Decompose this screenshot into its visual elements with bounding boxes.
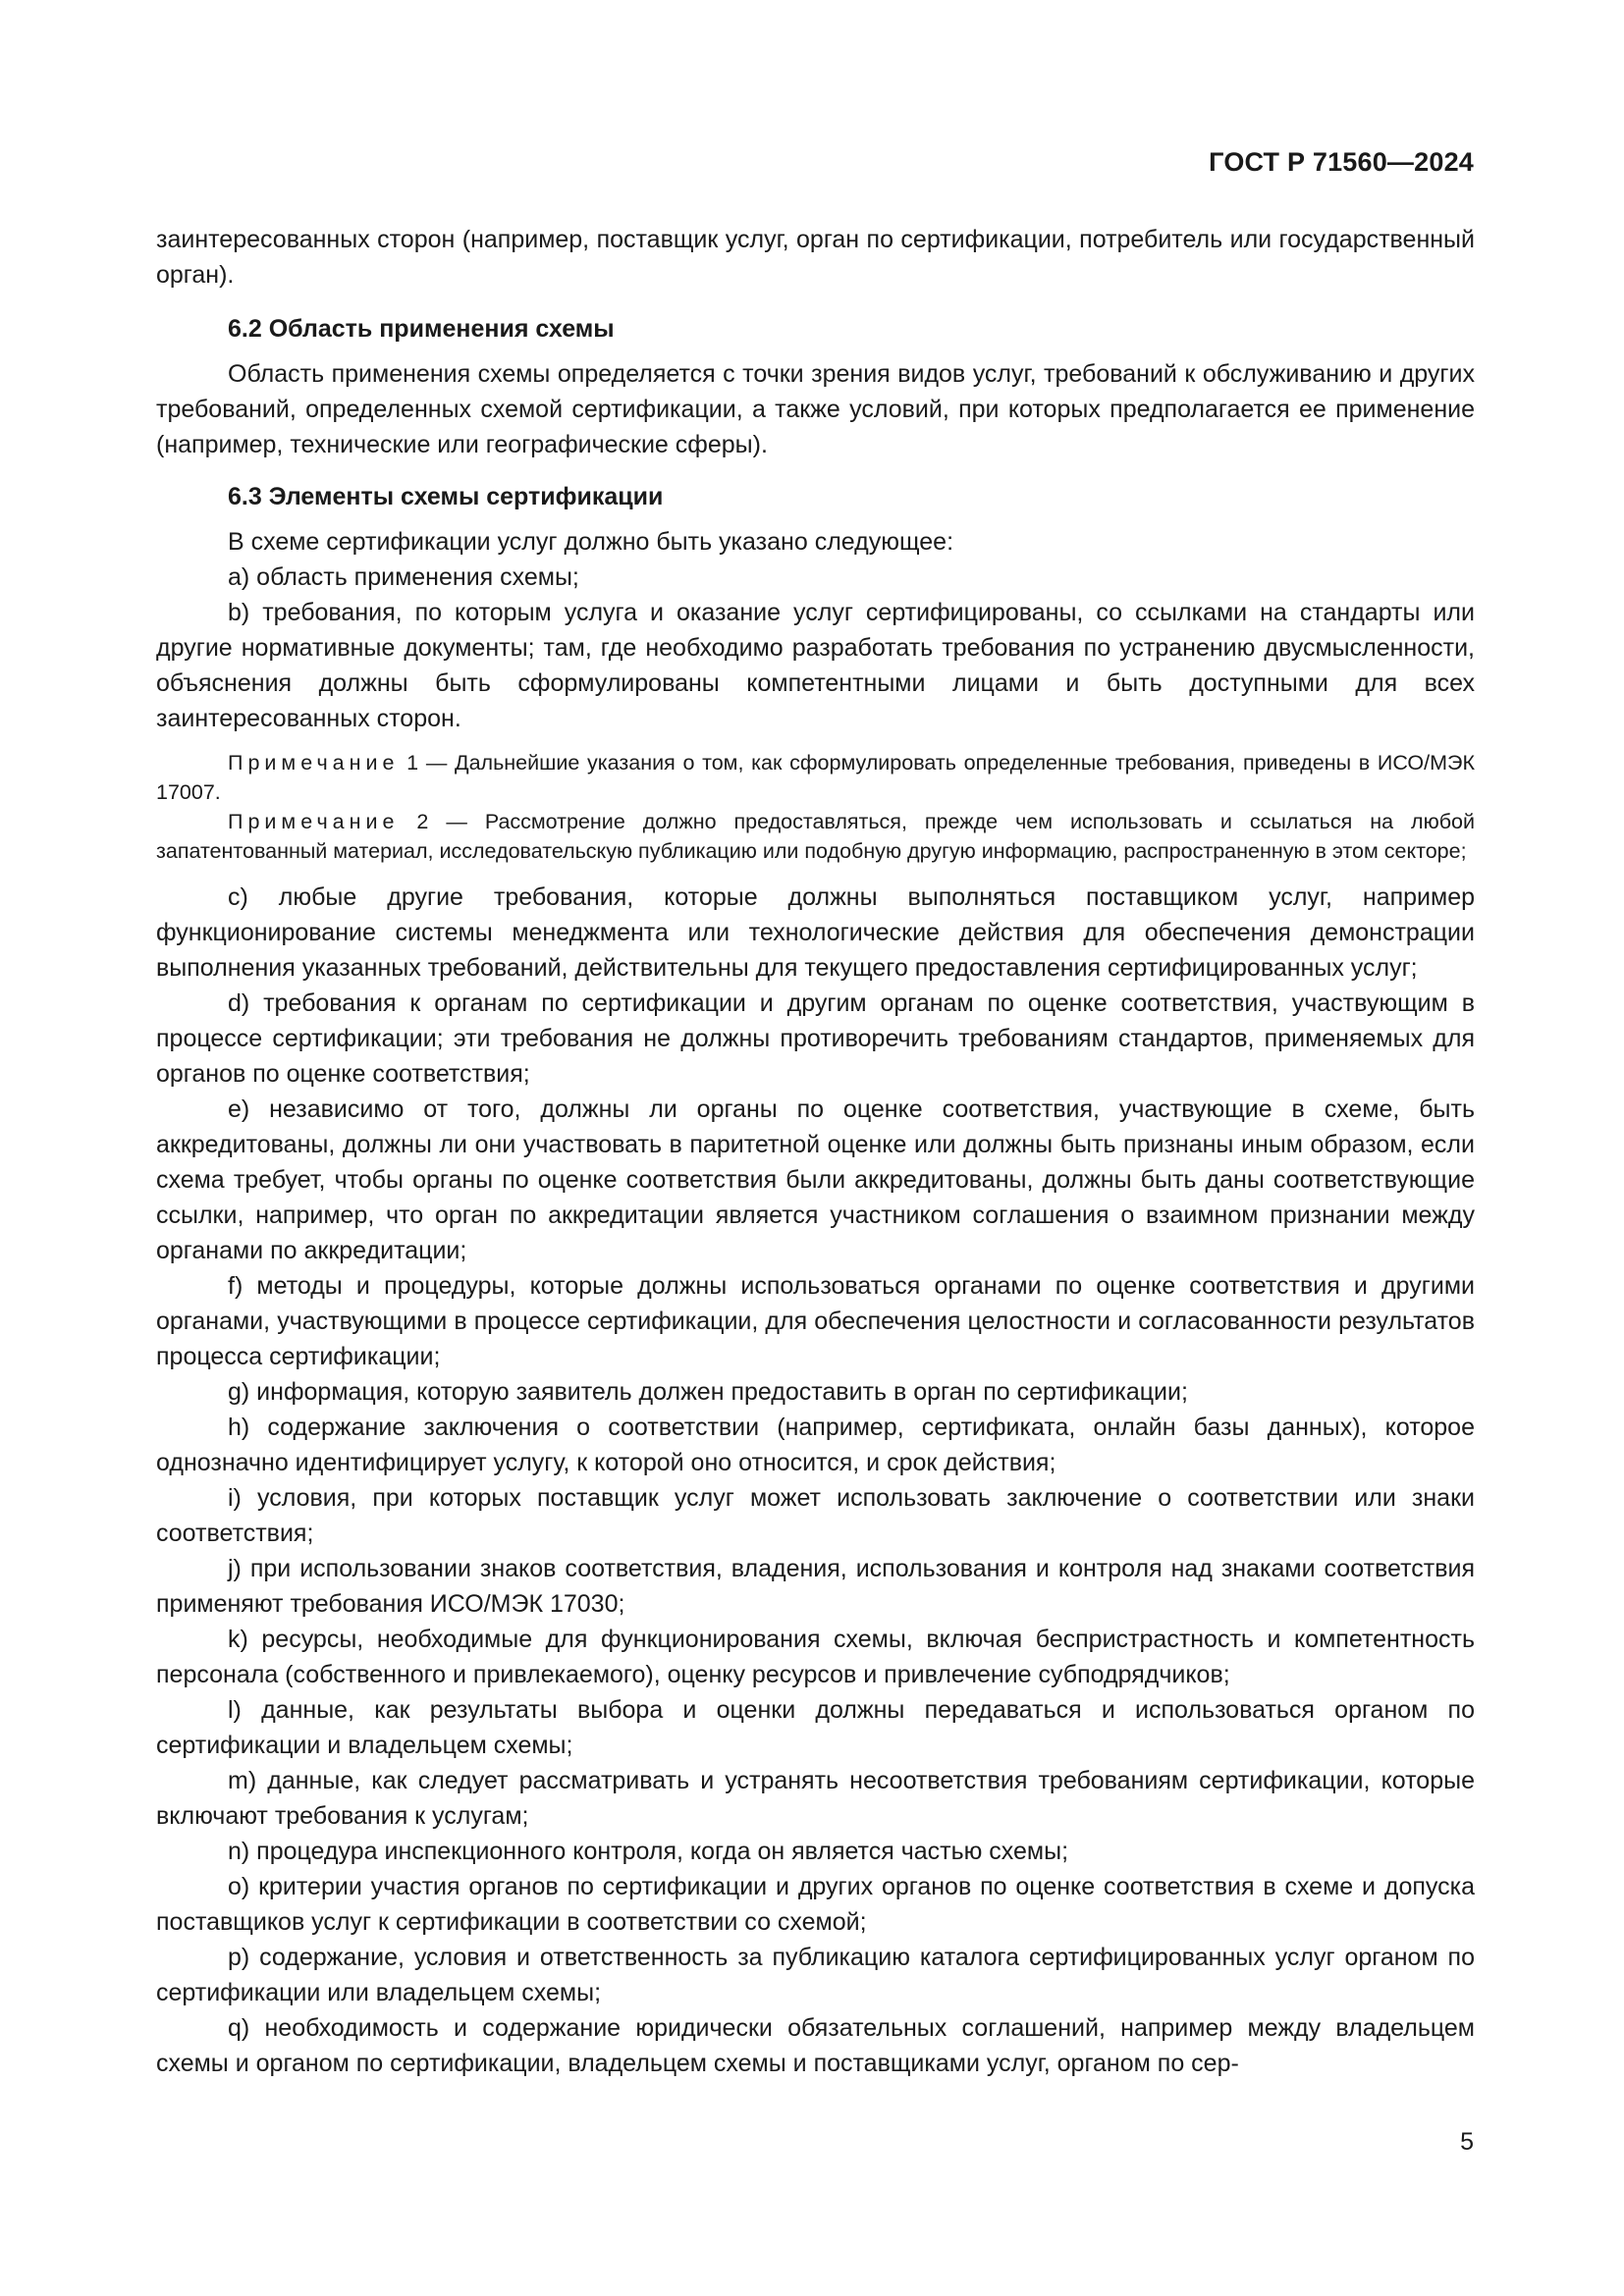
section-6-2-title: 6.2 Область применения схемы	[228, 315, 615, 343]
section-6-3-lead: В схеме сертификации услуг должно быть указано следующее:	[228, 528, 954, 556]
list-item-g: g) информация, которую заявитель должен предоставить в орган по сертификации;	[228, 1378, 1188, 1406]
list-item-f: f) методы и процедуры, которые должны использоваться органами по оценке соответствия и другими органами, участвующими в процессе сертификации, для обеспечения целостности и согласованности результатов процесса сертификации;	[156, 1272, 1475, 1370]
list-item-n: n) процедура инспекционного контроля, когда он является частью схемы;	[228, 1838, 1069, 1865]
list-item-q: q) необходимость и содержание юридически обязательных соглашений, например между владельцем схемы и органом по сертификации, владельцем схемы и поставщиками услуг, органом по сер-	[156, 2014, 1475, 2077]
note-2	[156, 807, 1475, 866]
list-item-m: m) данные, как следует рассматривать и устранять несоответствия требованиям сертификации, которые включают требования к услугам;	[156, 1767, 1475, 1830]
list-item-p: p) содержание, условия и ответственность за публикацию каталога сертифицированных услуг органом по сертификации или владельцем схемы;	[156, 1944, 1475, 2006]
note-1	[156, 748, 1475, 807]
list-item-j: j) при использовании знаков соответствия, владения, использования и контроля над знаками соответствия применяют требования ИСО/МЭК 17030;	[156, 1555, 1475, 1618]
list-item-b: b) требования, по которым услуга и оказание услуг сертифицированы, со ссылками на стандарты или другие нормативные документы; там, где необходимо разработать требования по устранению двусмысленности, объяснения должны быть сформулированы компетентными лицами и быть доступными для всех заинтересованных сторон.	[156, 599, 1475, 732]
section-6-3-title: 6.3 Элементы схемы сертификации	[228, 483, 664, 510]
list-item-d: d) требования к органам по сертификации и другим органам по оценке соответствия, участвующим в процессе сертификации; эти требования не должны противоречить требованиям стандартов, применяемых для органов по оценке соответствия;	[156, 989, 1475, 1088]
list-item-i: i) условия, при которых поставщик услуг может использовать заключение о соответствии или знаки соответствия;	[156, 1484, 1475, 1547]
note-label: Примечание	[228, 810, 400, 833]
list-item-o: o) критерии участия органов по сертификации и других органов по оценке соответствия в схеме и допуска поставщиков услуг к сертификации в соответствии со схемой;	[156, 1873, 1475, 1936]
list-item-k: k) ресурсы, необходимые для функционирования схемы, включая беспристрастность и компетентность персонала (собственного и привлекаемого), оценку ресурсов и привлечение субподрядчиков;	[156, 1626, 1475, 1688]
document-code: ГОСТ Р 71560—2024	[1209, 147, 1474, 177]
list-item-h: h) содержание заключения о соответствии (например, сертификата, онлайн базы данных), которое однозначно идентифицирует услугу, к которой оно относится, и срок действия;	[156, 1414, 1475, 1476]
list-item-e: e) независимо от того, должны ли органы по оценке соответствия, участвующие в схеме, быть аккредитованы, должны ли они участвовать в паритетной оценке или должны быть признаны иным образом, если схема требует, чтобы органы по оценке соответствия были аккредитованы, должны быть даны соответствующие ссылки, например, что орган по аккредитации является участником соглашения о взаимном признании между органами по аккредитации;	[156, 1095, 1475, 1264]
list-item-l: l) данные, как результаты выбора и оценки должны передаваться и использоваться органом по сертификации и владельцем схемы;	[156, 1696, 1475, 1759]
note-text: 1 — Дальнейшие указания о том, как сформулировать определенные требования, приведены в ИСО/МЭК 17007.	[156, 751, 1475, 804]
page-number: 5	[1460, 2128, 1474, 2156]
list-item-a: a) область применения схемы;	[228, 563, 579, 591]
list-item-c: c) любые другие требования, которые должны выполняться поставщиком услуг, например функционирование системы менеджмента или технологические действия для обеспечения демонстрации выполнения указанных требований, действительны для текущего предоставления сертифицированных услуг;	[156, 883, 1475, 982]
section-6-2-body: Область применения схемы определяется с точки зрения видов услуг, требований к обслуживанию и других требований, определенных схемой сертификации, а также условий, при которых предполагается ее применение (например, технические или географические сферы).	[156, 360, 1475, 458]
note-label: Примечание	[228, 751, 400, 774]
notes-block	[156, 748, 1475, 866]
note-text: 2 — Рассмотрение должно предоставляться, прежде чем использовать и ссылаться на любой запатентованный материал, исследовательскую публикацию или подобную другую информацию, распространенную в этом секторе;	[156, 810, 1475, 863]
document-body	[156, 222, 1475, 2081]
intro-paragraph: заинтересованных сторон (например, поставщик услуг, орган по сертификации, потребитель или государственный орган).	[156, 226, 1475, 289]
